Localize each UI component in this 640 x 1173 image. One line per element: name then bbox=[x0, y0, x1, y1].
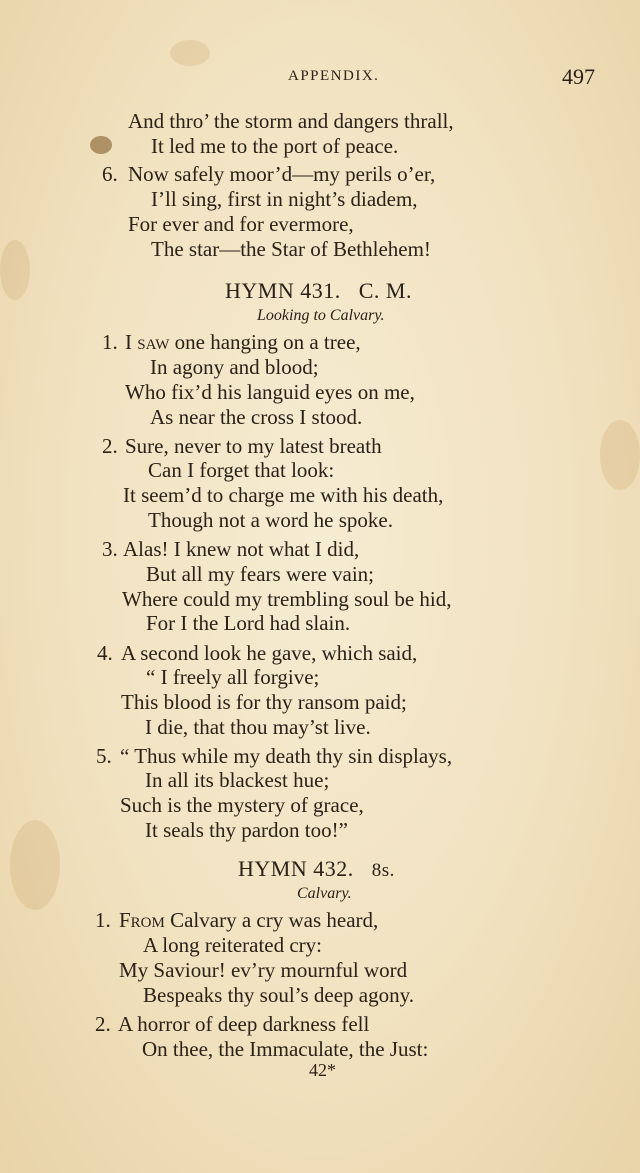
hymn-432-title bbox=[238, 856, 395, 882]
paper-stain bbox=[170, 40, 210, 66]
hymn-432-subtitle: Calvary. bbox=[297, 885, 352, 902]
verse-line bbox=[125, 330, 361, 355]
hymn-meter: 8s. bbox=[371, 860, 395, 881]
verse-line: Such is the mystery of grace, bbox=[120, 793, 364, 817]
verse-line: It led me to the port of peace. bbox=[151, 134, 399, 158]
paper-stain bbox=[90, 136, 112, 154]
verse-line: This blood is for thy ransom paid; bbox=[121, 690, 407, 714]
stanza-number: 4. bbox=[97, 641, 113, 665]
paper-stain bbox=[0, 240, 30, 300]
verse-line: On thee, the Immaculate, the Just: bbox=[142, 1037, 429, 1061]
verse-line-rest: one hanging on a tree, bbox=[169, 330, 361, 354]
paper-stain bbox=[600, 420, 640, 490]
verse-line: Alas! I knew not what I did, bbox=[123, 537, 360, 561]
verse-line: A long reiterated cry: bbox=[143, 933, 323, 957]
stanza-number: 5. bbox=[96, 744, 112, 768]
verse-line: Can I forget that look: bbox=[148, 458, 335, 482]
verse-line: Though not a word he spoke. bbox=[148, 508, 393, 532]
stanza-number: 1. bbox=[102, 330, 118, 354]
stanza-number: 2. bbox=[95, 1012, 111, 1036]
verse-line: For I the Lord had slain. bbox=[146, 611, 351, 635]
verse-line: As near the cross I stood. bbox=[150, 405, 363, 429]
stanza-number: 2. bbox=[102, 434, 118, 458]
verse-line: My Saviour! ev’ry mournful word bbox=[119, 958, 408, 982]
verse-line: It seem’d to charge me with his death, bbox=[123, 483, 444, 507]
verse-line: And thro’ the storm and dangers thrall, bbox=[128, 109, 454, 133]
verse-line: In agony and blood; bbox=[150, 355, 319, 379]
running-title: APPENDIX. bbox=[288, 68, 380, 84]
verse-line: Now safely moor’d—my perils o’er, bbox=[128, 162, 436, 186]
hymn-number: HYMN 431. bbox=[225, 278, 341, 303]
verse-line-rest: Calvary a cry was heard, bbox=[164, 908, 379, 932]
page-number: 497 bbox=[562, 64, 595, 89]
verse-line: For ever and for evermore, bbox=[128, 212, 354, 236]
page-header bbox=[0, 64, 640, 94]
hymn-431-title bbox=[225, 278, 412, 304]
verse-line: “ I freely all forgive; bbox=[146, 665, 320, 689]
stanza-number: 3. bbox=[102, 537, 118, 561]
verse-lead-word: I saw bbox=[125, 330, 170, 354]
verse-line: Bespeaks thy soul’s deep agony. bbox=[143, 983, 415, 1007]
verse-line: I’ll sing, first in night’s diadem, bbox=[151, 187, 418, 211]
hymn-number: HYMN 432. bbox=[238, 856, 354, 881]
verse-line: I die, that thou may’st live. bbox=[145, 715, 371, 739]
signature-mark: 42* bbox=[309, 1060, 336, 1080]
verse-line: In all its blackest hue; bbox=[145, 768, 330, 792]
verse-line: A horror of deep darkness fell bbox=[118, 1012, 370, 1036]
verse-line: Sure, never to my latest breath bbox=[125, 434, 382, 458]
stanza-number: 1. bbox=[95, 908, 111, 932]
hymn-431-subtitle: Looking to Calvary. bbox=[257, 307, 385, 324]
verse-line: A second look he gave, which said, bbox=[121, 641, 418, 665]
verse-lead-word: From bbox=[119, 908, 165, 932]
verse-line: Who fix’d his languid eyes on me, bbox=[125, 380, 415, 404]
hymn-meter: C. M. bbox=[358, 278, 412, 303]
verse-line: But all my fears were vain; bbox=[146, 562, 375, 586]
stanza-number: 6. bbox=[102, 162, 118, 186]
paper-stain bbox=[10, 820, 60, 910]
verse-line: Where could my trembling soul be hid, bbox=[122, 587, 452, 611]
verse-line: It seals thy pardon too!” bbox=[145, 818, 348, 842]
verse-line bbox=[119, 908, 378, 933]
verse-line: “ Thus while my death thy sin displays, bbox=[120, 744, 453, 768]
verse-line: The star—the Star of Bethlehem! bbox=[151, 237, 431, 261]
